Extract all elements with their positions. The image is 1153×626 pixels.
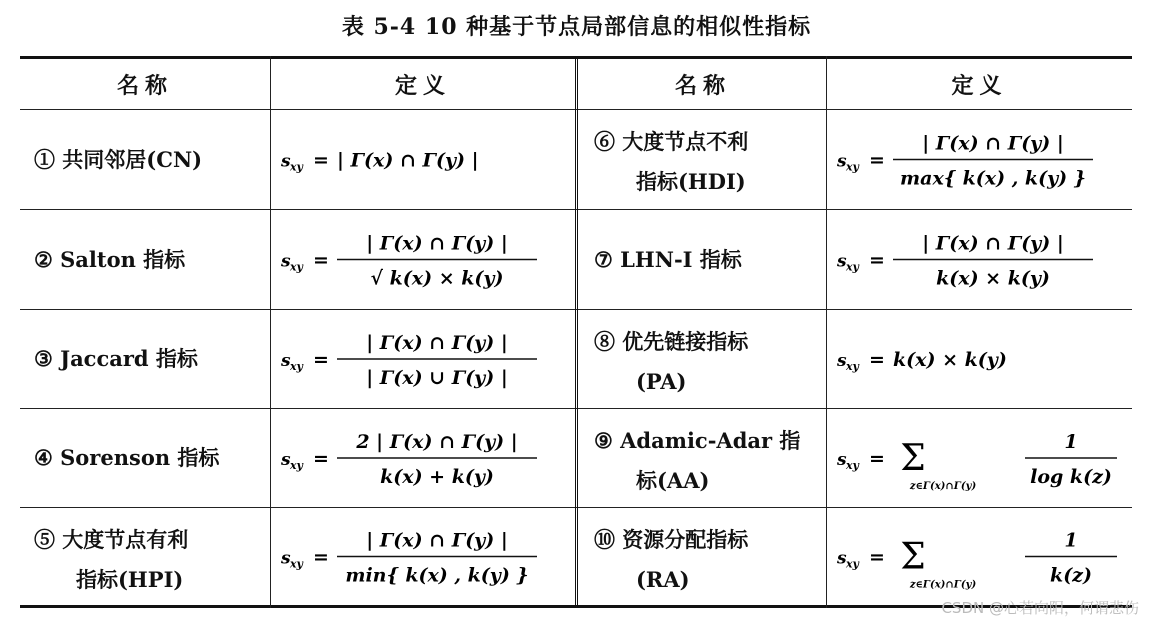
formula-svg	[281, 112, 571, 207]
index-name-sorenson: ④ Sorenson 指标	[34, 445, 220, 470]
formula-subscript: xy	[846, 459, 859, 472]
formula-subscript: xy	[846, 360, 859, 373]
formula-svg	[281, 411, 571, 505]
formula-denominator: min{ k(x) , k(y) }	[345, 564, 529, 587]
formula-lhs: s	[281, 251, 291, 272]
similarity-index-table	[20, 56, 1132, 608]
formula-lhs: s	[281, 548, 291, 569]
index-name-aa	[580, 409, 826, 507]
index-name-aa-line1: ⑨ Adamic-Adar 指	[594, 428, 801, 453]
formula-subscript: xy	[290, 459, 303, 472]
formula-numerator: | Γ(x) ∩ Γ(y) |	[366, 332, 508, 354]
formula-lhs: s	[281, 450, 291, 470]
formula-numerator: 2 | Γ(x) ∩ Γ(y) |	[356, 431, 518, 453]
formula-pa	[827, 310, 1132, 408]
formula-subscript: xy	[846, 260, 859, 274]
formula-svg	[837, 312, 1128, 406]
index-name-hpi-line2: 指标(HPI)	[76, 567, 184, 592]
formula-denominator: max{ k(x) , k(y) }	[900, 167, 1086, 190]
formula-equals: =	[313, 249, 329, 272]
header-def-left: 定义	[394, 72, 451, 99]
header-def-right: 定义	[951, 72, 1008, 99]
formula-denominator: log k(z)	[1030, 466, 1112, 488]
formula-cn	[271, 110, 575, 209]
formula-denominator: k(z)	[1050, 564, 1092, 587]
formula-equals: =	[313, 149, 329, 172]
index-name-pa-line1: ⑧ 优先链接指标	[594, 329, 749, 354]
formula-denominator: k(x) × k(y)	[936, 267, 1050, 290]
formula-lhn	[827, 210, 1132, 309]
formula-lhs: s	[281, 151, 291, 172]
formula-numerator: | Γ(x) ∩ Γ(y) |	[922, 132, 1064, 155]
formula-lhs: s	[281, 351, 291, 371]
formula-equals: =	[869, 149, 885, 172]
formula-subscript: xy	[290, 160, 303, 174]
formula-subscript: xy	[846, 160, 859, 174]
formula-ra	[827, 508, 1132, 605]
index-name-hpi-line1: ⑤ 大度节点有利	[34, 527, 189, 552]
formula-equals: =	[869, 448, 885, 470]
formula-equals: =	[869, 546, 885, 569]
formula-numerator: | Γ(x) ∩ Γ(y) |	[922, 232, 1064, 255]
formula-sum-subscript: z∈Γ(x)∩Γ(y)	[909, 579, 977, 591]
formula-subscript: xy	[290, 260, 303, 274]
formula-svg	[281, 212, 571, 307]
formula-hdi	[827, 110, 1132, 209]
formula-equals: =	[313, 448, 329, 470]
header-name-left: 名称	[116, 72, 173, 99]
formula-svg	[281, 312, 571, 406]
formula-svg	[837, 112, 1128, 207]
index-name-hdi-line1: ⑥ 大度节点不利	[594, 129, 749, 154]
index-name-hdi	[580, 110, 826, 209]
formula-sum-sign: Σ	[900, 438, 926, 479]
formula-hpi	[271, 508, 575, 605]
table-title: 表 5-4 10 种基于节点局部信息的相似性指标	[341, 14, 812, 40]
index-name-cn: ① 共同邻居(CN)	[34, 146, 203, 172]
watermark: CSDN @心若向阳，何谓悲伤	[941, 599, 1139, 617]
formula-svg	[281, 510, 571, 603]
index-name-pa-line2: (PA)	[636, 369, 687, 394]
formula-expression: | Γ(x) ∩ Γ(y) |	[337, 149, 479, 172]
formula-lhs: s	[837, 151, 847, 172]
formula-sorenson	[271, 409, 575, 507]
index-name-hpi	[20, 508, 270, 605]
formula-subscript: xy	[290, 557, 303, 571]
formula-salton	[271, 210, 575, 309]
formula-numerator: | Γ(x) ∩ Γ(y) |	[366, 232, 508, 255]
index-name-pa	[580, 310, 826, 408]
formula-lhs: s	[837, 548, 847, 569]
header-name-right: 名称	[674, 72, 731, 99]
formula-numerator: 1	[1064, 431, 1078, 453]
index-name-aa-line2: 标(AA)	[636, 468, 710, 493]
formula-svg	[837, 212, 1128, 307]
index-name-hdi-line2: 指标(HDI)	[636, 169, 746, 194]
index-name-salton: ② Salton 指标	[34, 246, 186, 272]
formula-subscript: xy	[290, 360, 303, 373]
formula-numerator: 1	[1064, 529, 1078, 552]
index-name-ra-line1: ⑩ 资源分配指标	[594, 527, 749, 552]
index-name-ra	[580, 508, 826, 605]
formula-equals: =	[313, 349, 329, 371]
formula-equals: =	[869, 249, 885, 272]
center-double-rule	[575, 56, 578, 608]
formula-svg	[837, 411, 1128, 505]
formula-denominator: k(x) + k(y)	[380, 466, 494, 488]
index-name-jaccard: ③ Jaccard 指标	[34, 346, 198, 371]
formula-expression: k(x) × k(y)	[893, 349, 1007, 371]
formula-lhs: s	[837, 450, 847, 470]
index-name-lhn: ⑦ LHN-I 指标	[594, 246, 742, 272]
formula-equals: =	[313, 546, 329, 569]
formula-svg	[837, 510, 1128, 603]
formula-lhs: s	[837, 351, 847, 371]
formula-denominator: √ k(x) × k(y)	[370, 267, 504, 290]
formula-sum-sign: Σ	[900, 536, 926, 578]
formula-subscript: xy	[846, 557, 859, 571]
formula-lhs: s	[837, 251, 847, 272]
formula-jaccard	[271, 310, 575, 408]
formula-numerator: | Γ(x) ∩ Γ(y) |	[366, 529, 508, 552]
index-name-ra-line2: (RA)	[636, 567, 690, 592]
formula-aa	[827, 409, 1132, 507]
formula-equals: =	[869, 349, 885, 371]
formula-denominator: | Γ(x) ∪ Γ(y) |	[366, 367, 508, 389]
formula-sum-subscript: z∈Γ(x)∩Γ(y)	[909, 481, 977, 492]
